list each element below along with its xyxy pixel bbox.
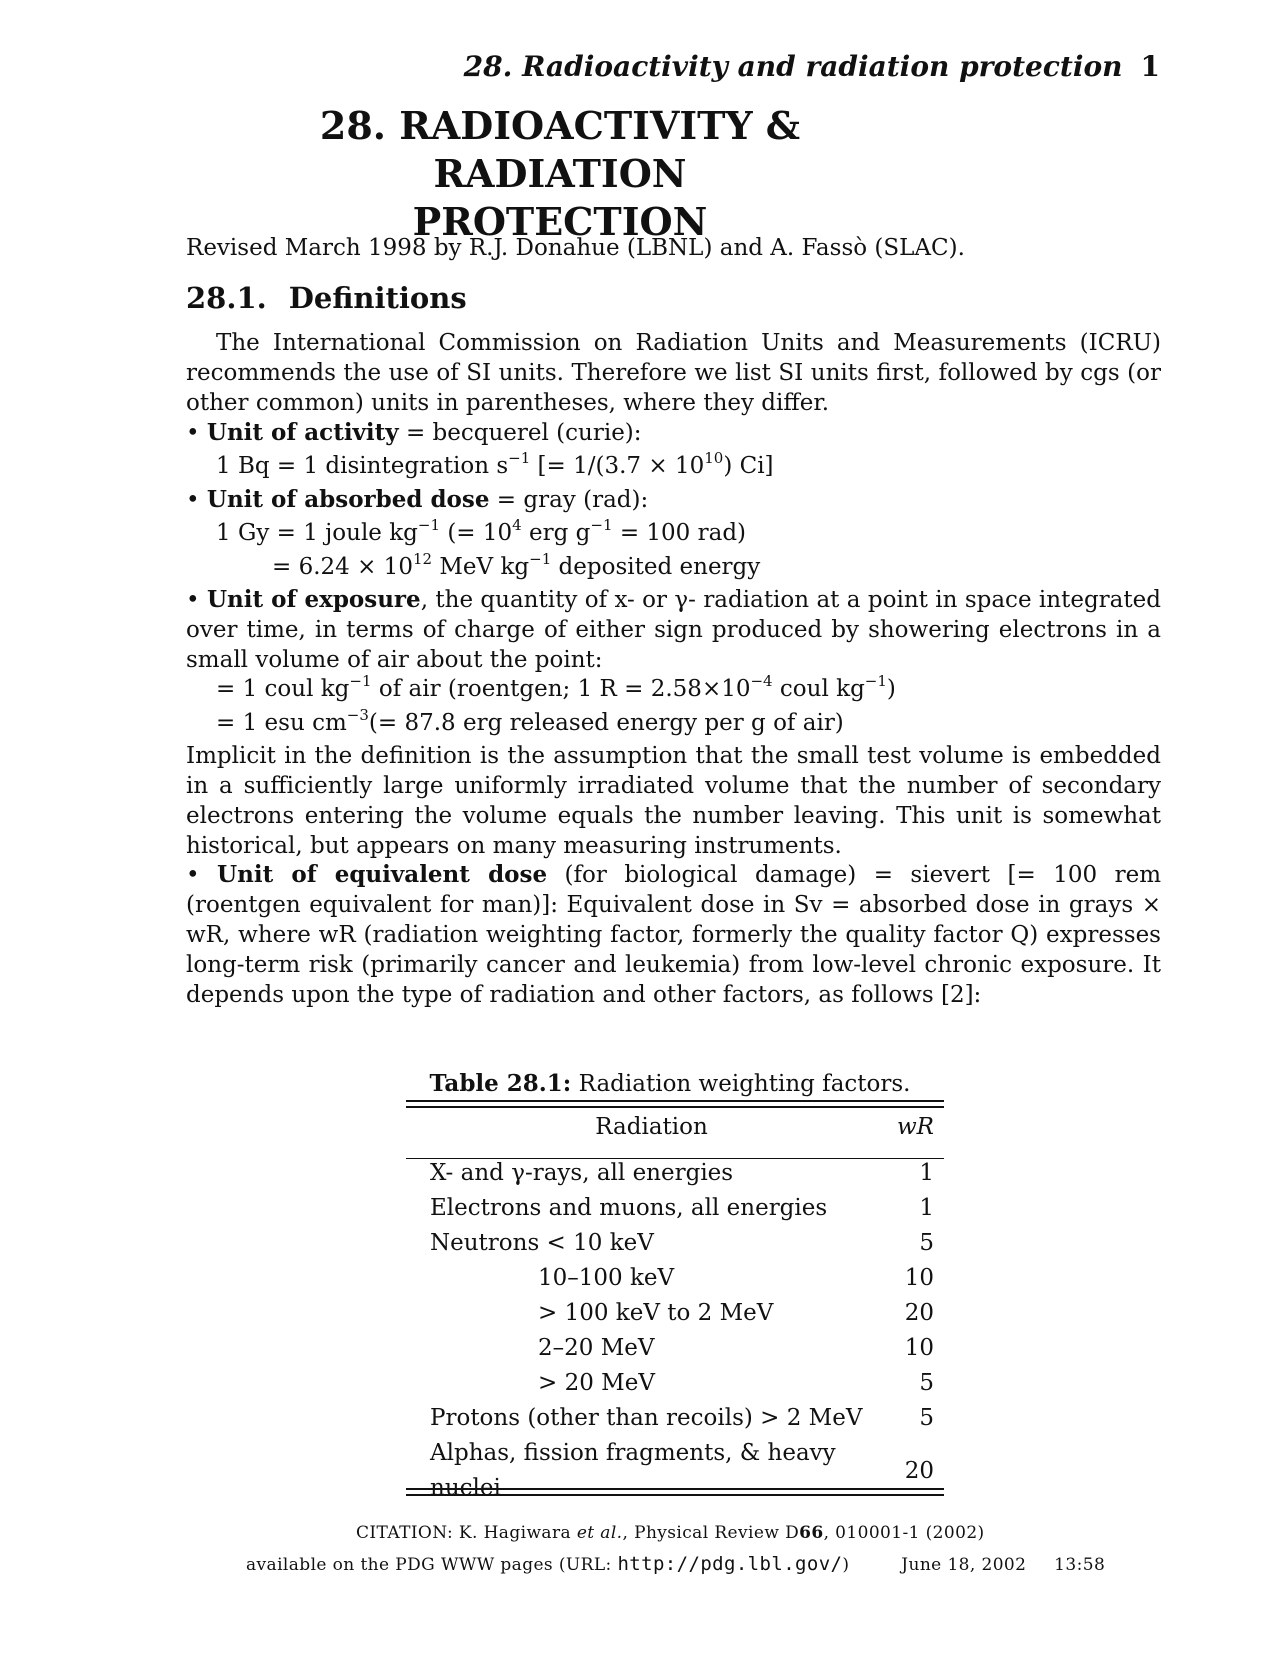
absorbed-eq1-a: 1 Gy = 1 joule kg xyxy=(216,520,418,546)
exposure-eq1-d: ) xyxy=(886,676,896,702)
citation-c: , Physical Review D xyxy=(622,1523,800,1543)
table-header-row xyxy=(406,1110,944,1156)
radiation-cell: 2–20 MeV xyxy=(538,1335,655,1361)
table-top-rule-2 xyxy=(406,1106,944,1108)
exp-minus1: −1 xyxy=(864,672,887,690)
table-row xyxy=(406,1226,944,1261)
activity-equation xyxy=(216,451,774,481)
radiation-cell: Protons (other than recoils) > 2 MeV xyxy=(430,1405,863,1431)
col-wr-header: wR xyxy=(896,1114,934,1140)
absorbed-eq2-b: MeV kg xyxy=(432,554,530,580)
absorbed-rest: = gray (rad): xyxy=(489,487,649,513)
absorbed-label: Unit of absorbed dose xyxy=(206,486,490,513)
equivalent-dose-definition: • Unit of equivalent dose (for biological damage) = sievert [= 100 rem (roentgen equivalent for man)]: Equivalent dose in Sv = absorbed dose in grays × wR, where wR (radiation weighting factor, formerly the quality factor Q) expresses long-term risk (primarily cancer and leukemia) from low-level chronic exposure. It depends upon the type of radiation and other factors, as follows [2]: xyxy=(186,861,1162,1008)
radiation-cell: Neutrons < 10 keV xyxy=(430,1230,654,1256)
exp-four: 4 xyxy=(512,516,522,534)
exposure-definition: • Unit of exposure, the quantity of x- or γ- radiation at a point in space integrated over time, in terms of charge of either sign produced by showering electrons in a small volume of air about the point: xyxy=(186,586,1161,673)
wr-cell: 20 xyxy=(904,1300,934,1326)
wr-cell: 20 xyxy=(904,1457,934,1484)
page-title xyxy=(300,102,820,246)
table-caption xyxy=(400,1070,940,1097)
activity-label: Unit of activity xyxy=(206,419,399,446)
activity-definition: • Unit of activity = becquerel (curie): xyxy=(186,419,642,446)
radiation-weighting-table xyxy=(406,1110,944,1506)
exposure-eq1-c: coul kg xyxy=(772,676,865,702)
activity-eq-a: 1 Bq = 1 disintegration s xyxy=(216,453,509,479)
pdg-url-link[interactable]: http://pdg.lbl.gov/ xyxy=(617,1553,843,1575)
intro-paragraph: The International Commission on Radiation Units and Measurements (ICRU) recommends the use of SI units. Therefore we list SI units first, followed by cgs (or other common) units in parentheses, where they differ. xyxy=(186,330,1161,416)
absorbed-equation-2 xyxy=(272,552,760,582)
wr-cell: 5 xyxy=(919,1230,934,1256)
table-row xyxy=(406,1156,944,1191)
equivalent-label: Unit of equivalent dose xyxy=(217,861,548,888)
radiation-cell: X- and γ-rays, all energies xyxy=(430,1160,734,1186)
availability-line xyxy=(246,1553,1105,1575)
absorbed-eq2-a: = 6.24 × 10 xyxy=(272,554,413,580)
table-row xyxy=(406,1191,944,1226)
exposure-equation-1 xyxy=(216,674,896,704)
running-header xyxy=(464,50,1160,83)
absorbed-equation-1 xyxy=(216,518,746,548)
section-title: Definitions xyxy=(288,281,467,315)
exposure-equation-2 xyxy=(216,708,844,738)
radiation-cell: > 100 keV to 2 MeV xyxy=(538,1300,774,1326)
activity-eq-c: ) Ci] xyxy=(723,453,774,479)
wr-cell: 5 xyxy=(919,1405,934,1431)
wr-cell: 10 xyxy=(904,1265,934,1291)
exp-minus3: −3 xyxy=(346,706,369,724)
wr-cell: 1 xyxy=(919,1160,934,1186)
citation-a: CITATION: K. Hagiwara xyxy=(356,1523,577,1543)
exposure-text: , the quantity of x- or γ- radiation at a point in space integrated over time, in terms of charge of either sign produced by showering electrons in a small volume of air about the point: xyxy=(186,587,1161,673)
exp-ten: 10 xyxy=(704,449,724,467)
footer-time: 13:58 xyxy=(1054,1555,1106,1575)
absorbed-eq1-b: (= 10 xyxy=(440,520,513,546)
radiation-cell: Electrons and muons, all energies xyxy=(430,1195,828,1221)
section-heading xyxy=(186,283,1161,313)
table-row xyxy=(406,1296,944,1331)
exposure-eq1-a: = 1 coul kg xyxy=(216,676,350,702)
absorbed-dose-definition: • Unit of absorbed dose = gray (rad): xyxy=(186,486,649,513)
exposure-label: Unit of exposure xyxy=(206,586,421,613)
citation-d: 66 xyxy=(799,1523,824,1543)
exposure-eq2-b: (= 87.8 erg released energy per g of air) xyxy=(368,710,844,736)
page-number: 1 xyxy=(1140,50,1160,83)
col-radiation-header: Radiation xyxy=(595,1114,708,1140)
exp-twelve: 12 xyxy=(412,550,433,568)
title-line-2: RADIATION PROTECTION xyxy=(412,151,708,244)
exposure-eq1-b: of air (roentgen; 1 R = 2.58×10 xyxy=(371,676,751,702)
exp-minus1: −1 xyxy=(590,516,613,534)
exp-minus1: −1 xyxy=(417,516,441,534)
absorbed-eq2-c: deposited energy xyxy=(551,554,761,580)
citation-line xyxy=(356,1523,985,1543)
activity-eq-b: [= 1/(3.7 × 10 xyxy=(530,453,705,479)
exp-minus4: −4 xyxy=(750,672,773,690)
radiation-cell: Alphas, fission fragments, & heavy nuclei xyxy=(430,1440,836,1501)
table-row xyxy=(406,1366,944,1401)
title-line-1: 28. RADIOACTIVITY & xyxy=(319,103,801,148)
radiation-cell: > 20 MeV xyxy=(538,1370,655,1396)
wr-cell: 1 xyxy=(919,1195,934,1221)
activity-rest: = becquerel (curie): xyxy=(398,420,642,446)
revised-note: Revised March 1998 by R.J. Donahue (LBNL) and A. Fassò (SLAC). xyxy=(186,235,965,261)
wr-cell: 10 xyxy=(904,1335,934,1361)
implicit-paragraph: Implicit in the definition is the assumption that the small test volume is embedded in a sufficiently large uniformly irradiated volume that the number of secondary electrons entering the volume equals the number leaving. This unit is somewhat historical, but appears on many measuring instruments. xyxy=(186,743,1161,859)
running-header-title: 28. Radioactivity and radiation protection xyxy=(463,50,1123,83)
radiation-cell: 10–100 keV xyxy=(538,1265,675,1291)
equivalent-text: (for biological damage) = sievert [= 100 rem (roentgen equivalent for man)]: Equivalent dose in Sv = absorbed dose in grays × wR, where wR (radiation weighting factor, formerly the quality factor Q) expresses long-term risk (primarily cancer and leukemia) from low-level chronic exposure. It depends upon the type of radiation and other factors, as follows [2]: xyxy=(186,862,1162,1008)
table-caption-text: Radiation weighting factors. xyxy=(571,1071,911,1097)
table-bottom-rule-2 xyxy=(406,1494,944,1496)
citation-b: et al. xyxy=(576,1523,623,1543)
table-bottom-rule-1 xyxy=(406,1488,944,1490)
exp-minus1: −1 xyxy=(349,672,372,690)
citation-e: , 010001-1 (2002) xyxy=(823,1523,985,1543)
avail-b: ) xyxy=(842,1555,850,1575)
absorbed-eq1-c: erg g xyxy=(521,520,591,546)
table-row xyxy=(406,1261,944,1296)
exp-minus1: −1 xyxy=(529,550,552,568)
table-top-rule-1 xyxy=(406,1100,944,1102)
section-number: 28.1. xyxy=(186,281,267,315)
avail-a: available on the PDG WWW pages (URL: xyxy=(246,1555,618,1575)
table-row xyxy=(406,1331,944,1366)
table-row xyxy=(406,1401,944,1436)
footer-date: June 18, 2002 xyxy=(901,1555,1027,1575)
absorbed-eq1-d: = 100 rad) xyxy=(612,520,747,546)
wr-cell: 5 xyxy=(919,1370,934,1396)
exposure-eq2-a: = 1 esu cm xyxy=(216,710,347,736)
table-caption-label: Table 28.1: xyxy=(429,1070,572,1097)
exp-minus1: −1 xyxy=(508,449,531,467)
